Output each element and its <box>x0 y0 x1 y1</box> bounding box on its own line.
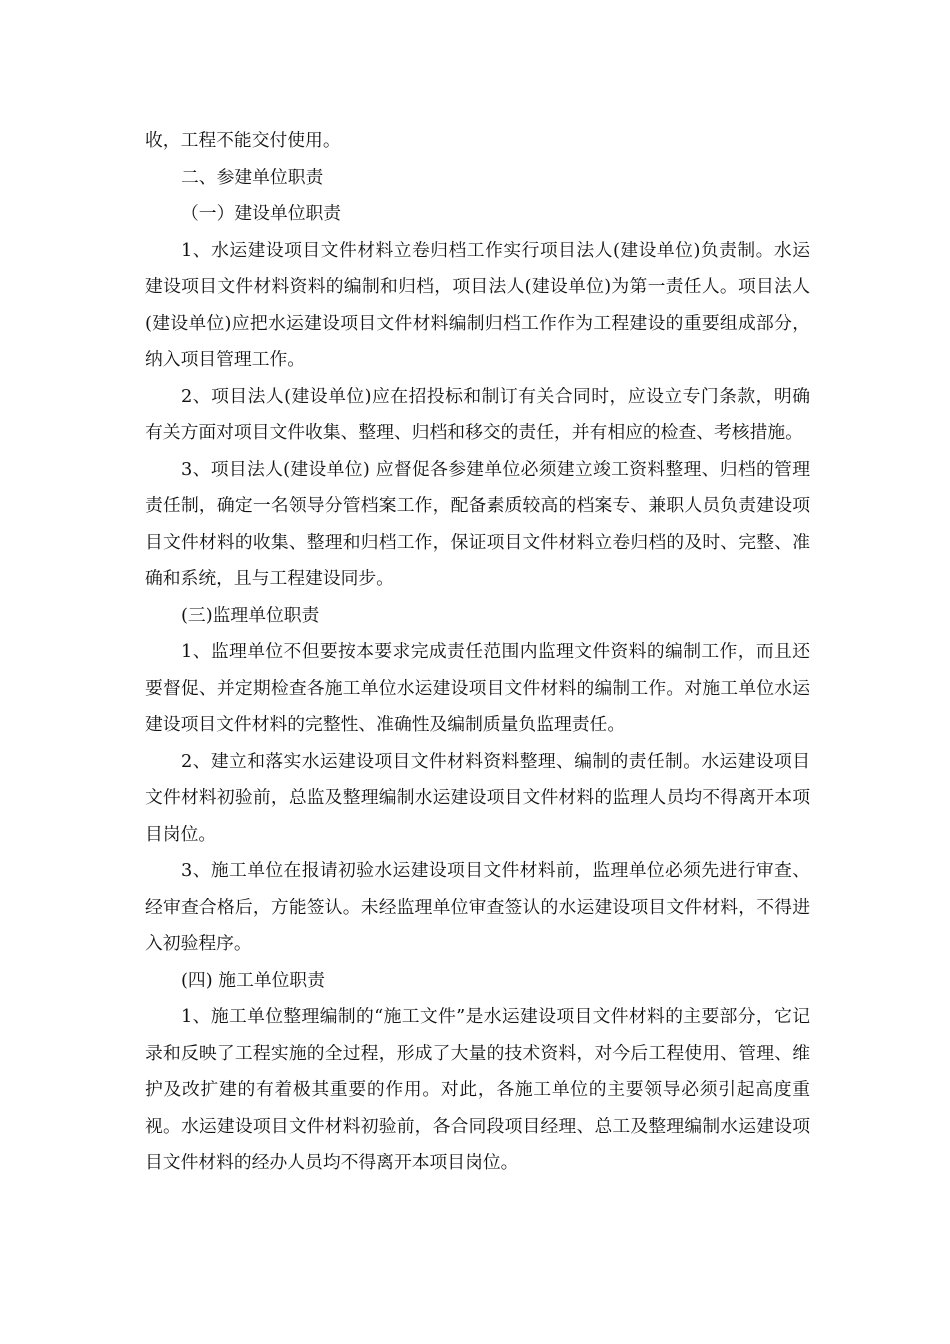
supervisor-item-3: 3、施工单位在报请初验水运建设项目文件材料前，监理单位必须先进行审查、经审查合格后，方能签认。未经监理单位审查签认的水运建设项目文件材料，不得进入初验程序。 <box>145 860 810 954</box>
contractor-item-1: 1、施工单位整理编制的“施工文件”是水运建设项目文件材料的主要部分，它记录和反映了工程实施的全过程，形成了大量的技术资料，对今后工程使用、管理、维护及改扩建的有着极其重要的作用。对此，各施工单位的主要领导必须引起高度重视。水运建设项目文件材料初验前，各合同段项目经理、总工及整理编制水运建设项目文件材料的经办人员均不得离开本项目岗位。 <box>145 1006 810 1173</box>
continuation-paragraph: 收，工程不能交付使用。 <box>145 130 341 151</box>
owner-item-1: 1、水运建设项目文件材料立卷归档工作实行项目法人(建设单位)负责制。水运建设项目文件材料资料的编制和归档，项目法人(建设单位)为第一责任人。项目法人(建设单位)应把水运建设项目文件材料编制归档工作作为工程建设的重要组成部分，纳入项目管理工作。 <box>145 239 810 370</box>
subsection-heading-supervisor: (三)监理单位职责 <box>181 604 320 626</box>
owner-item-2: 2、项目法人(建设单位)应在招投标和制订有关合同时，应设立专门条款，明确有关方面对项目文件收集、整理、归档和移交的责任，并有相应的检查、考核措施。 <box>145 385 810 443</box>
subsection-heading-contractor: (四) 施工单位职责 <box>181 969 325 991</box>
owner-item-3: 3、项目法人(建设单位) 应督促各参建单位必须建立竣工资料整理、归档的管理责任制，确定一名领导分管档案工作，配备素质较高的档案专、兼职人员负责建设项目文件材料的收集、整理和归档工作，保证项目文件材料立卷归档的及时、完整、准确和系统，且与工程建设同步。 <box>145 458 810 589</box>
document-page <box>145 123 810 1182</box>
supervisor-item-1: 1、监理单位不但要按本要求完成责任范围内监理文件资料的编制工作，而且还要督促、并定期检查各施工单位水运建设项目文件材料的编制工作。对施工单位水运建设项目文件材料的完整性、准确性及编制质量负监理责任。 <box>145 641 810 735</box>
subsection-heading-owner: （一）建设单位职责 <box>181 203 342 224</box>
supervisor-item-2: 2、建立和落实水运建设项目文件材料资料整理、编制的责任制。水运建设项目文件材料初验前，总监及整理编制水运建设项目文件材料的监理人员均不得离开本项目岗位。 <box>145 750 810 845</box>
section-heading-participants: 二、参建单位职责 <box>181 166 324 188</box>
